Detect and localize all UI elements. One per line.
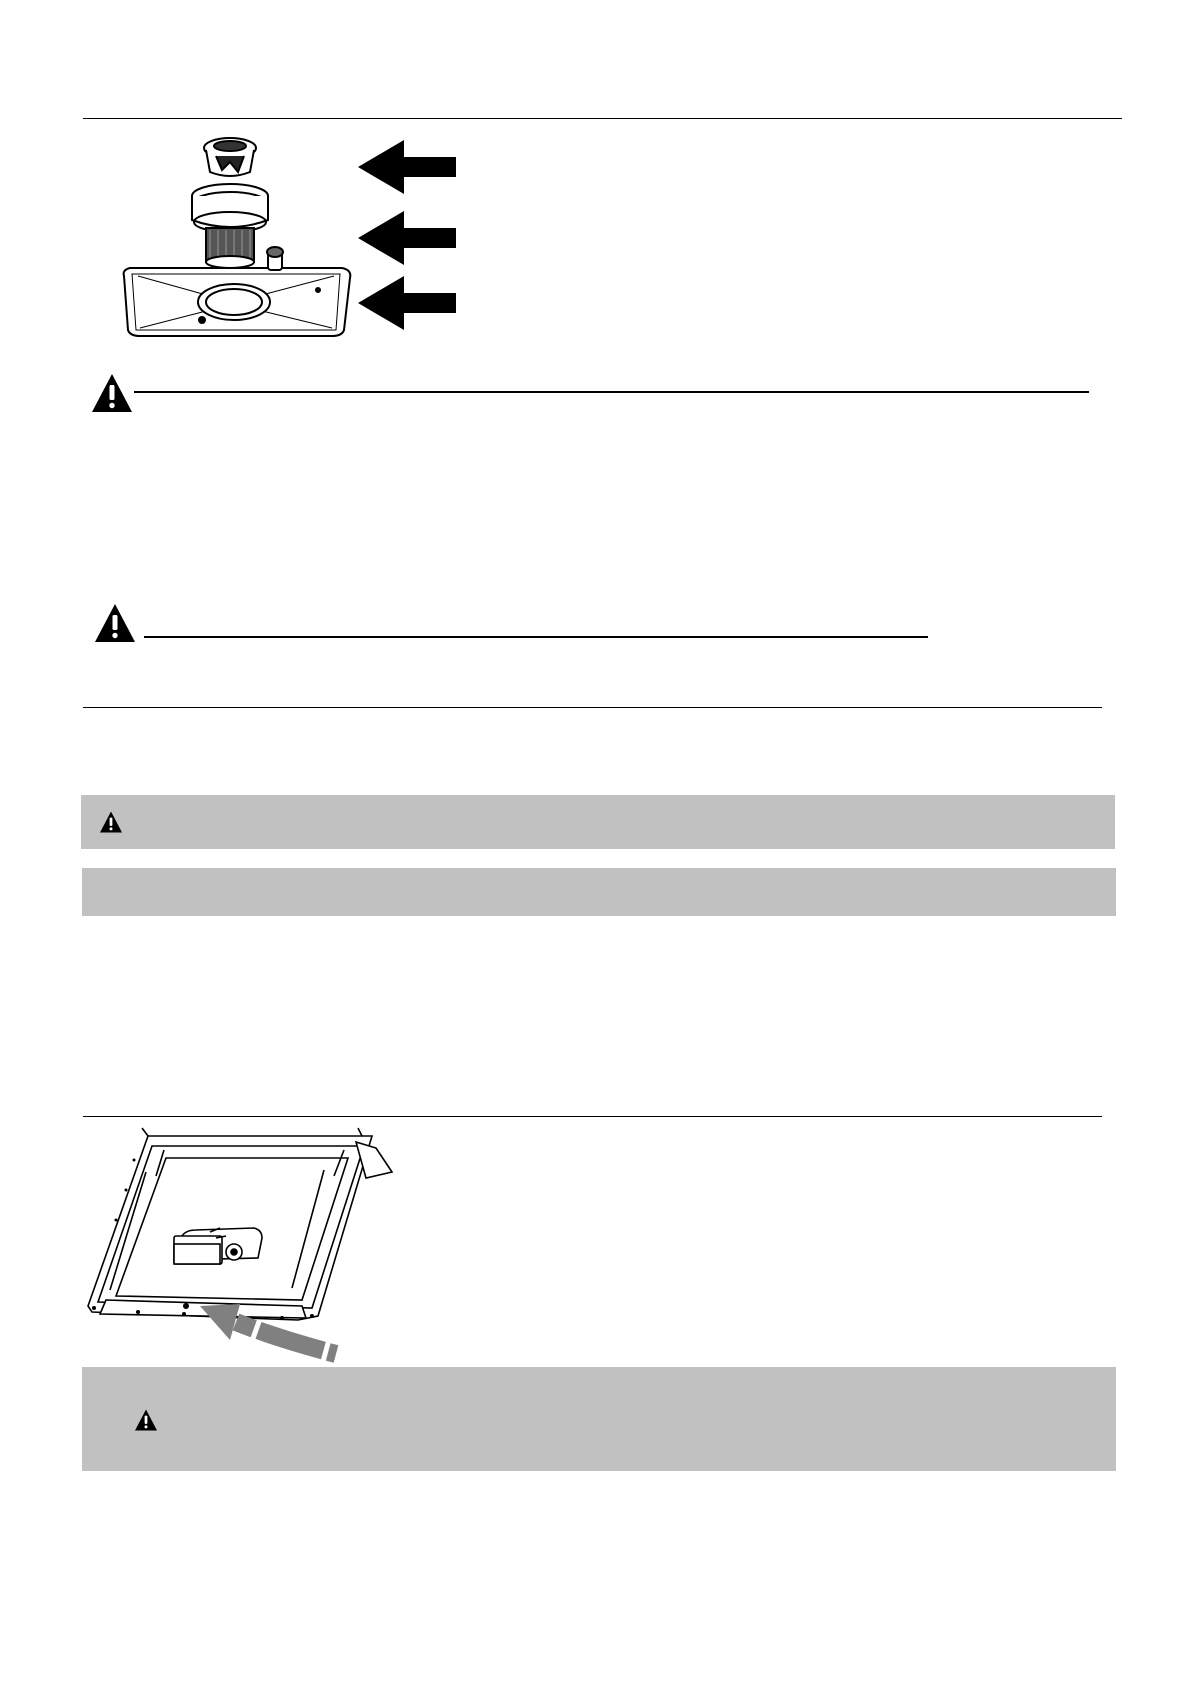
top-rule bbox=[83, 118, 1122, 119]
arrow-2-icon bbox=[358, 211, 456, 270]
section-rule bbox=[83, 1116, 1102, 1117]
section-rule bbox=[83, 707, 1102, 708]
warning-band bbox=[82, 1367, 1116, 1471]
warning-icon bbox=[99, 811, 123, 833]
warning-rule bbox=[134, 391, 1089, 393]
warning-rule bbox=[144, 636, 928, 638]
arrow-1-icon bbox=[358, 140, 456, 199]
filter-assembly-icon bbox=[118, 134, 358, 340]
warning-band bbox=[81, 795, 1115, 849]
section-band bbox=[82, 868, 1116, 916]
warning-icon bbox=[134, 1409, 158, 1431]
arrow-3-icon bbox=[358, 276, 456, 335]
insert-arrow-icon bbox=[196, 1286, 346, 1371]
warning-icon bbox=[94, 603, 136, 643]
warning-icon bbox=[91, 373, 133, 413]
filter-assembly-figure bbox=[118, 134, 358, 340]
